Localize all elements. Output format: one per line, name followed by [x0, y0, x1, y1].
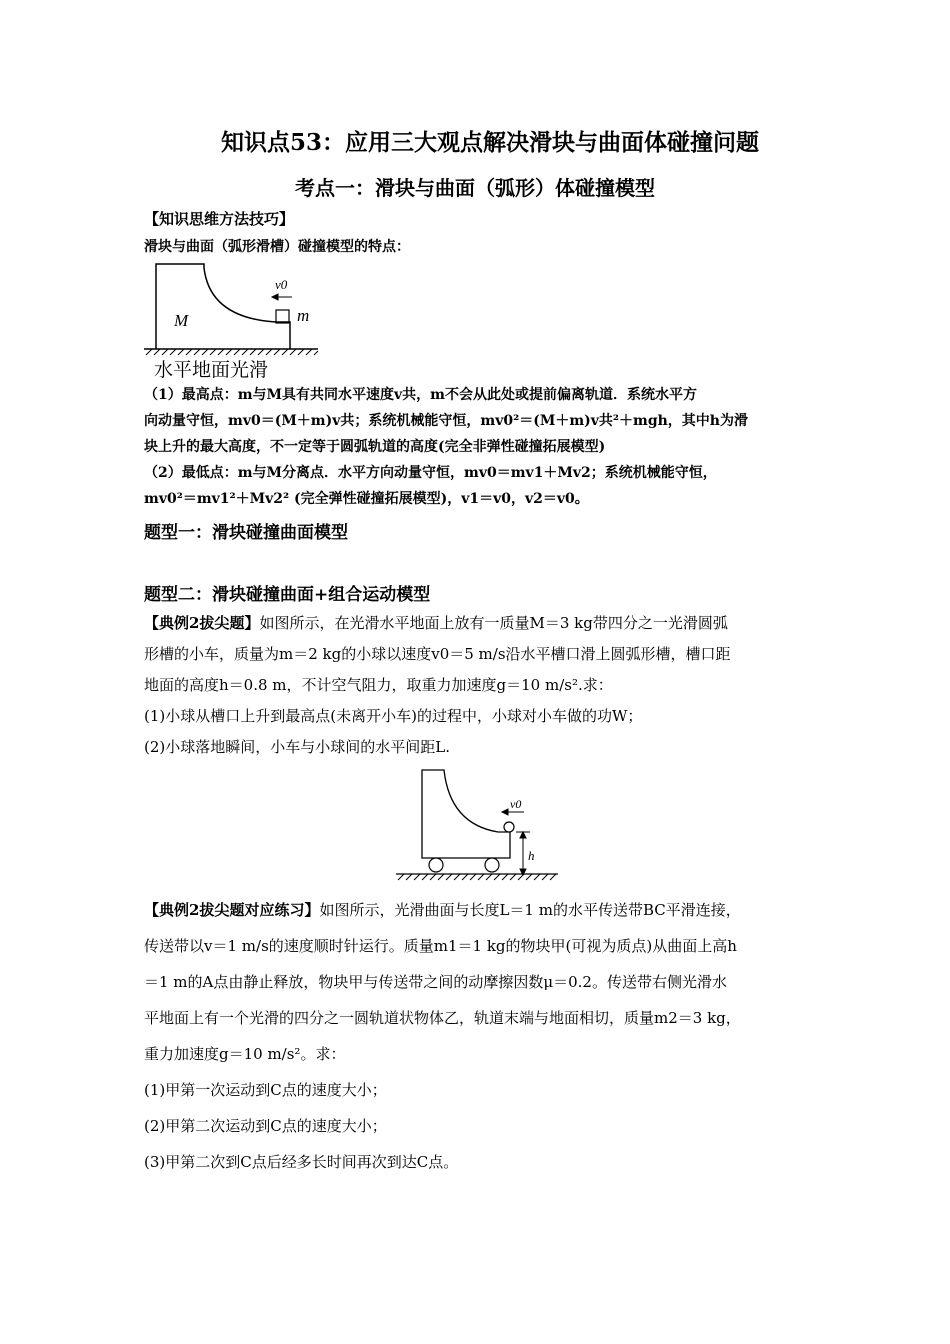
label-v0: v0: [275, 277, 288, 292]
point1-line: （1）最高点：m与M具有共同水平速度v共，m不会从此处或提前偏离轨道．系统水平方: [144, 387, 697, 403]
example-line: (1)小球从槽口上升到最高点(未离开小车)的过程中，小球对小车做的功W；: [144, 707, 643, 725]
figure1-caption: 水平地面光滑: [154, 359, 269, 380]
example-line: 【典例2拔尖题】如图所示，在光滑水平地面上放有一质量M＝3 kg带四分之一光滑圆弧: [144, 614, 728, 632]
point2-line: mv0²＝mv1²＋Mv2² (完全弹性碰撞拓展模型)，v1＝v0，v2＝v0。: [144, 491, 589, 507]
cart-body-shape: [422, 770, 510, 858]
practice-paragraph: [144, 892, 814, 1180]
label-v0: v0: [510, 797, 522, 811]
wheel-shape: [429, 858, 443, 872]
practice-line: 【典例2拔尖题对应练习】如图所示，光滑曲面与长度L＝1 m的水平传送带BC平滑连接，: [144, 901, 741, 919]
point2-line: （2）最低点：m与M分离点．水平方向动量守恒，mv0＝mv1＋Mv2；系统机械能守恒，: [144, 465, 717, 481]
practice-line: ＝1 m的A点由静止释放，物块甲与传送带之间的动摩擦因数μ＝0.2。传送带右侧光滑水: [144, 973, 727, 991]
velocity-arrow: [272, 294, 292, 300]
block-M-shape: [156, 264, 290, 349]
slider-m-shape: [276, 310, 289, 323]
ground-hatch: [144, 349, 318, 355]
page-title: 知识点53：应用三大观点解决滑块与曲面体碰撞问题: [220, 129, 759, 156]
point1-line: 向动量守恒，mv0＝(M＋m)v共；系统机械能守恒，mv0²＝(M＋m)v共²＋mgh，其中h为滑: [144, 413, 748, 429]
page-subtitle: 考点一：滑块与曲面（弧形）体碰撞模型: [295, 176, 655, 200]
practice-line: 重力加速度g＝10 m/s²。求：: [144, 1045, 346, 1063]
practice-line: (2)甲第二次运动到C点的速度大小；: [144, 1117, 387, 1135]
practice-line: (3)甲第二次到C点后经多长时间再次到达C点。: [144, 1153, 459, 1171]
point1-line: 块上升的最大高度，不一定等于圆弧轨道的高度(完全非弹性碰撞拓展模型): [144, 439, 606, 455]
example-paragraph: [144, 608, 814, 763]
label-M: M: [174, 311, 189, 330]
section-tag: 【知识思维方法技巧】: [144, 210, 295, 228]
example-line: 形槽的小车，质量为m＝2 kg的小球以速度v0＝5 m/s沿水平槽口滑上圆弧形槽，槽口距: [144, 645, 731, 663]
type2-heading: 题型二：滑块碰撞曲面+组合运动模型: [144, 585, 431, 605]
example-tag: 【典例2拔尖题】: [144, 614, 260, 632]
wheel-shape: [485, 858, 499, 872]
figure-slider-curved-block: [140, 258, 330, 380]
intro-text: 滑块与曲面（弧形滑槽）碰撞模型的特点：: [144, 239, 410, 255]
figure-cart-arc: [392, 762, 562, 886]
point1-paragraph: [144, 382, 814, 460]
type1-heading: 题型一：滑块碰撞曲面模型: [144, 523, 348, 543]
practice-line: 平地面上有一个光滑的四分之一圆轨道状物体乙，轨道末端与地面相切，质量m2＝3 kg，: [144, 1009, 741, 1027]
label-m: m: [297, 306, 310, 325]
practice-tag: 【典例2拔尖题对应练习】: [144, 901, 320, 919]
example-line: 地面的高度h＝0.8 m，不计空气阻力，取重力加速度g＝10 m/s².求：: [144, 676, 613, 694]
practice-line: 传送带以v＝1 m/s的速度顺时针运行。质量m1＝1 kg的物块甲(可视为质点)从曲面上高h: [144, 937, 737, 955]
label-h: h: [528, 848, 535, 863]
ball-shape: [504, 822, 514, 832]
point2-paragraph: [144, 460, 814, 512]
example-line: (2)小球落地瞬间，小车与小球间的水平间距L.: [144, 738, 450, 756]
ground-hatch: [396, 874, 558, 880]
practice-line: (1)甲第一次运动到C点的速度大小；: [144, 1081, 387, 1099]
